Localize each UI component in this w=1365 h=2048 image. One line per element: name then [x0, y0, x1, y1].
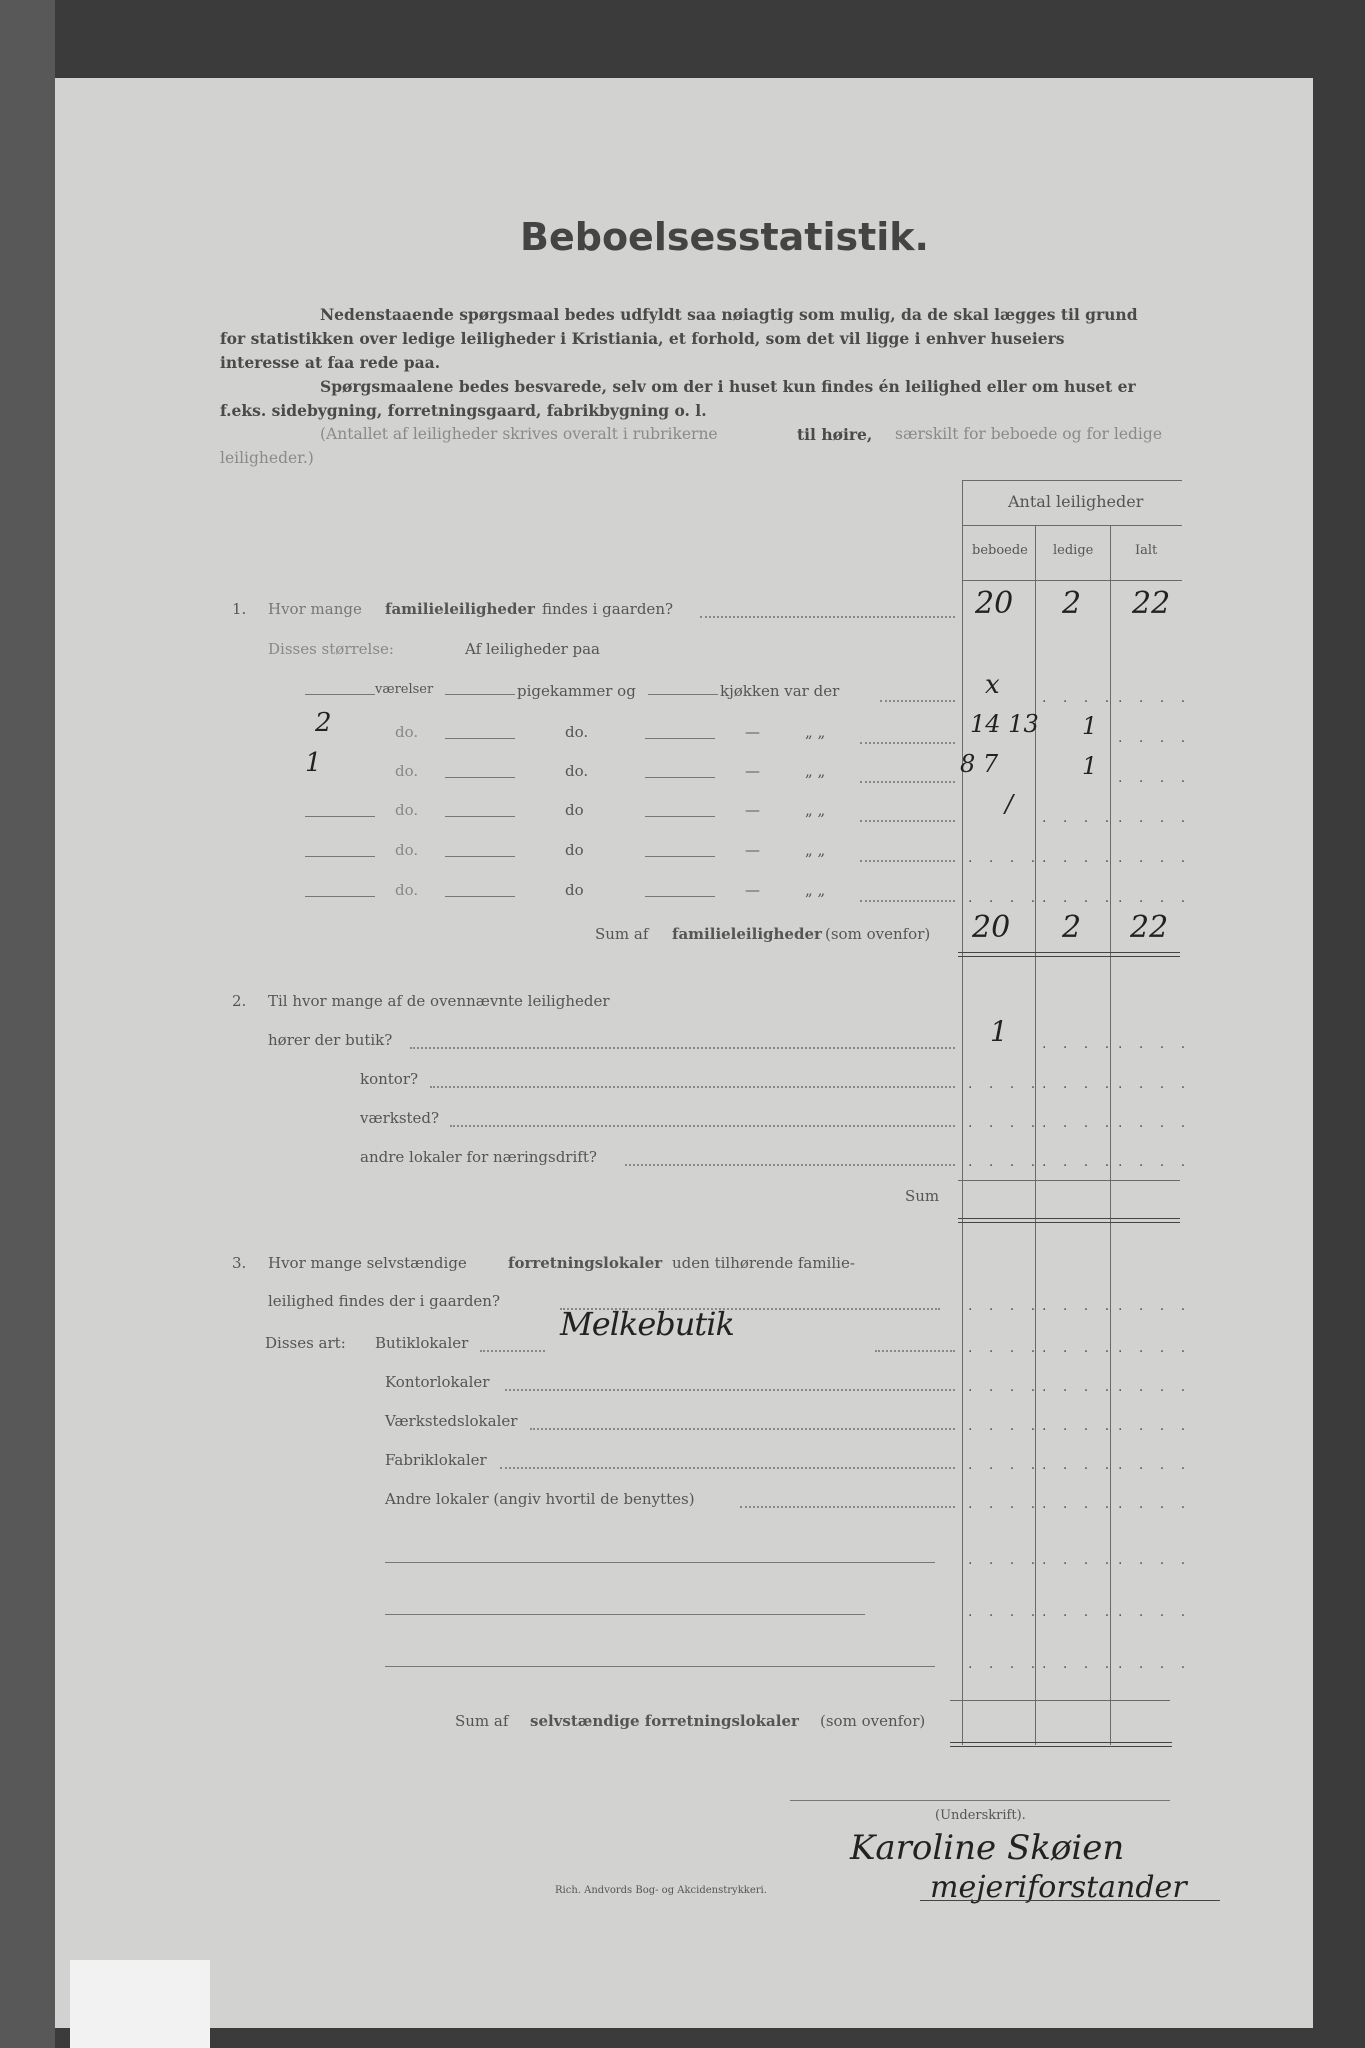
r5-blank-1: [445, 896, 515, 897]
q2-kontor-label: kontor?: [360, 1070, 419, 1088]
r4-ialt-dots: . . . .: [1118, 850, 1192, 866]
q2-andre-dots: [625, 1164, 955, 1166]
q3-ledige-dots: . . . .: [1042, 1298, 1116, 1314]
q3-number: 3.: [232, 1254, 247, 1272]
r3-quote: „ „: [805, 801, 826, 819]
q2-butik-label: hører der butik?: [268, 1031, 393, 1049]
q2-text: Til hvor mange af de ovennævnte leiligheder: [268, 992, 610, 1010]
q3-vaerksted-label: Værkstedslokaler: [385, 1412, 518, 1430]
r2-beboede-value: 8 7: [960, 750, 999, 778]
q2-vaerksted-ialt-dots: . . . .: [1118, 1115, 1192, 1131]
q2-kontor-ledige-dots: . . . .: [1042, 1076, 1116, 1092]
table-header-bottom: [962, 580, 1182, 581]
table-header-group: Antal leiligheder: [1008, 492, 1144, 511]
r5-dots: [860, 900, 955, 902]
q3-andre-label: Andre lokaler (angiv hvortil de benyttes): [385, 1490, 695, 1508]
q3-vaerksted-ialt-dots: . . . .: [1118, 1418, 1192, 1434]
r5-ledige-dots: . . . .: [1042, 890, 1116, 906]
q3-vaerksted-ledige-dots: . . . .: [1042, 1418, 1116, 1434]
r4-rooms-blank: [305, 856, 375, 857]
q3-butik-ledige-dots: . . . .: [1042, 1340, 1116, 1356]
r2-rooms-value: 1: [305, 748, 322, 778]
r3-do-1: do.: [395, 801, 419, 819]
q1-sum-c: (som ovenfor): [825, 925, 931, 943]
row-kjokken-label: kjøkken var der: [720, 682, 840, 700]
q1-text-b: familieleiligheder: [385, 600, 535, 618]
q2-vaerksted-beboede-dots: . . . .: [968, 1115, 1042, 1131]
page-title: Beboelsesstatistik.: [520, 215, 929, 259]
r1-rooms-value: 2: [315, 708, 332, 738]
q3-b3-ialt-dots: . . . .: [1118, 1656, 1192, 1672]
q3-b3-ledige-dots: . . . .: [1042, 1656, 1116, 1672]
intro-line-3: interesse at faa rede paa.: [220, 353, 441, 372]
r5-dash: —: [745, 881, 760, 899]
r0-ialt-dots: . . . .: [1118, 690, 1192, 706]
kjokken-blank: [648, 694, 718, 695]
signature-underline: [920, 1900, 1220, 1901]
r4-dash: —: [745, 841, 760, 859]
q3-butik-label: Butiklokaler: [375, 1334, 469, 1352]
r5-blank-2: [645, 896, 715, 897]
col-header-ledige: ledige: [1053, 543, 1094, 558]
q3-fabrik-dots: [500, 1467, 955, 1469]
intro-line-6b: til høire,: [797, 425, 873, 444]
q3-andre-beboede-dots: . . . .: [968, 1496, 1042, 1512]
q3-butik-value: Melkebutik: [560, 1305, 734, 1343]
q1-sum-underline: [958, 952, 1180, 957]
q2-sum-underline: [958, 1218, 1180, 1223]
r3-ialt-dots: . . . .: [1118, 810, 1192, 826]
q3-b2-beboede-dots: . . . .: [968, 1604, 1042, 1620]
vaerelser-blank: [305, 694, 375, 695]
q2-kontor-dots: [430, 1086, 955, 1088]
r1-do-2: do.: [565, 723, 589, 741]
r2-ialt-dots: . . . .: [1118, 770, 1192, 786]
r5-do-1: do.: [395, 881, 419, 899]
q2-kontor-beboede-dots: . . . .: [968, 1076, 1042, 1092]
r1-beboede-value: 14 13: [970, 710, 1039, 738]
sum-ialt-value: 22: [1130, 910, 1169, 945]
q3-fabrik-ledige-dots: . . . .: [1042, 1457, 1116, 1473]
r3-blank-2: [645, 816, 715, 817]
q3-butik-dots-b: [875, 1350, 955, 1352]
q3-b1-beboede-dots: . . . .: [968, 1552, 1042, 1568]
intro-line-5: f.eks. sidebygning, forretningsgaard, fabrikbygning o. l.: [220, 401, 707, 420]
q3-text-d: leilighed findes der i gaarden?: [268, 1292, 501, 1310]
q3-b3-beboede-dots: . . . .: [968, 1656, 1042, 1672]
q2-andre-ledige-dots: . . . .: [1042, 1154, 1116, 1170]
scan-edge: [0, 0, 55, 2048]
col-header-beboede: beboede: [972, 543, 1028, 558]
q3-text-c: uden tilhørende familie-: [672, 1254, 855, 1272]
q2-vaerksted-ledige-dots: . . . .: [1042, 1115, 1116, 1131]
q3-ialt-dots: . . . .: [1118, 1298, 1192, 1314]
q2-butik-value: 1: [990, 1015, 1008, 1048]
r4-ledige-dots: . . . .: [1042, 850, 1116, 866]
intro-line-4: Spørgsmaalene bedes besvarede, selv om der i huset kun findes én leilighed eller om huset er: [320, 377, 1136, 396]
q3-b1-ledige-dots: . . . .: [1042, 1552, 1116, 1568]
q2-sum-label: Sum: [905, 1187, 940, 1205]
q1-sum-b: familieleiligheder: [672, 925, 822, 943]
q1-sizes-sub: Af leiligheder paa: [465, 640, 600, 658]
q3-blank-line-3: [385, 1666, 935, 1667]
q3-kontor-ledige-dots: . . . .: [1042, 1379, 1116, 1395]
q2-vaerksted-label: værksted?: [360, 1109, 440, 1127]
q3-blank-line-2: [385, 1614, 865, 1615]
q2-vaerksted-dots: [450, 1125, 955, 1127]
r2-dash: —: [745, 762, 760, 780]
q3-beboede-dots: . . . .: [968, 1298, 1042, 1314]
r2-ledige-value: 1: [1082, 752, 1098, 780]
r1-blank-1: [445, 738, 515, 739]
q1-text-a: Hvor mange: [268, 600, 362, 618]
r1-do-1: do.: [395, 723, 419, 741]
q3-kontor-beboede-dots: . . . .: [968, 1379, 1042, 1395]
r1-quote: „ „: [805, 723, 826, 741]
r1-ledige-value: 1: [1082, 712, 1098, 740]
r3-beboede-value: /: [1005, 790, 1014, 818]
q2-andre-ialt-dots: . . . .: [1118, 1154, 1192, 1170]
q3-sum-c: (som ovenfor): [820, 1712, 926, 1730]
intro-line-6a: (Antallet af leiligheder skrives overalt i rubrikerne: [320, 425, 718, 443]
q3-sum-a: Sum af: [455, 1712, 509, 1730]
r3-dash: —: [745, 801, 760, 819]
r4-beboede-dots: . . . .: [968, 850, 1042, 866]
r2-blank-2: [645, 777, 715, 778]
r3-blank-1: [445, 816, 515, 817]
q3-andre-ledige-dots: . . . .: [1042, 1496, 1116, 1512]
header-row-dots: [880, 700, 955, 702]
r1-blank-2: [645, 738, 715, 739]
r2-blank-1: [445, 777, 515, 778]
row-vaerelser-label: værelser: [375, 682, 434, 697]
q1-ialt-value: 22: [1132, 586, 1171, 621]
sum-beboede-value: 20: [972, 910, 1011, 945]
q3-sum-b: selvstændige forretningslokaler: [530, 1712, 799, 1730]
q3-butik-beboede-dots: . . . .: [968, 1340, 1042, 1356]
col-header-ialt: Ialt: [1135, 543, 1158, 558]
q3-kontor-dots: [505, 1389, 955, 1391]
q2-sum-topline: [958, 1180, 1180, 1181]
q1-number: 1.: [232, 600, 247, 618]
r4-quote: „ „: [805, 841, 826, 859]
row-pigekammer-label: pigekammer og: [517, 682, 636, 700]
r3-dots: [860, 820, 955, 822]
q3-fabrik-ialt-dots: . . . .: [1118, 1457, 1192, 1473]
r5-ialt-dots: . . . .: [1118, 890, 1192, 906]
r4-blank-2: [645, 856, 715, 857]
r2-do-1: do.: [395, 762, 419, 780]
q2-andre-label: andre lokaler for næringsdrift?: [360, 1148, 597, 1166]
q3-fabrik-beboede-dots: . . . .: [968, 1457, 1042, 1473]
r4-do-1: do.: [395, 841, 419, 859]
r5-do-2: do: [565, 881, 584, 899]
r5-quote: „ „: [805, 881, 826, 899]
q3-b2-ialt-dots: . . . .: [1118, 1604, 1192, 1620]
signature-line: [790, 1800, 1170, 1801]
r3-ledige-dots: . . . .: [1042, 810, 1116, 826]
q3-b2-ledige-dots: . . . .: [1042, 1604, 1116, 1620]
q3-text-b: forretningslokaler: [508, 1254, 663, 1272]
q1-leader-dots: [700, 616, 955, 618]
q3-andre-ialt-dots: . . . .: [1118, 1496, 1192, 1512]
intro-line-2: for statistikken over ledige leiligheder i Kristiania, et forhold, som det vil ligge i enhver huseiers: [220, 329, 1065, 348]
q3-butik-ialt-dots: . . . .: [1118, 1340, 1192, 1356]
q3-b1-ialt-dots: . . . .: [1118, 1552, 1192, 1568]
sum-ledige-value: 2: [1062, 910, 1082, 945]
r5-beboede-dots: . . . .: [968, 890, 1042, 906]
q3-blank-line-1: [385, 1562, 935, 1563]
q3-vaerksted-beboede-dots: . . . .: [968, 1418, 1042, 1434]
q3-butik-dots-a: [480, 1350, 545, 1352]
q3-vaerksted-dots: [530, 1428, 955, 1430]
scan-glare: [70, 1960, 210, 2048]
q3-fabrik-label: Fabriklokaler: [385, 1451, 487, 1469]
r1-dots: [860, 742, 955, 744]
pigekammer-blank: [445, 694, 515, 695]
q2-butik-dots: [410, 1047, 955, 1049]
r1-ialt-dots: . . . .: [1118, 730, 1192, 746]
underskrift-label: (Underskrift).: [935, 1808, 1026, 1823]
q3-sum-topline: [950, 1700, 1170, 1701]
q2-butik-ialt-dots: . . . .: [1118, 1036, 1192, 1052]
r0-beboede-value: x: [985, 670, 1000, 700]
q1-ledige-value: 2: [1062, 586, 1082, 621]
q1-sum-a: Sum af: [595, 925, 649, 943]
r4-dots: [860, 860, 955, 862]
q2-kontor-ialt-dots: . . . .: [1118, 1076, 1192, 1092]
q2-butik-ledige-dots: . . . .: [1042, 1036, 1116, 1052]
r2-quote: „ „: [805, 762, 826, 780]
r5-rooms-blank: [305, 896, 375, 897]
signature-title: mejeriforstander: [930, 1870, 1187, 1905]
q1-text-c: findes i gaarden?: [542, 600, 674, 618]
r1-dash: —: [745, 723, 760, 741]
r4-do-2: do: [565, 841, 584, 859]
q1-beboede-value: 20: [975, 586, 1014, 621]
q1-sizes-label: Disses størrelse:: [268, 640, 394, 658]
q3-art-label: Disses art:: [265, 1334, 346, 1352]
q3-kontor-label: Kontorlokaler: [385, 1373, 490, 1391]
q3-text-a: Hvor mange selvstændige: [268, 1254, 467, 1272]
signature-name: Karoline Skøien: [850, 1828, 1125, 1868]
intro-line-1: Nedenstaaende spørgsmaal bedes udfyldt saa nøiagtig som mulig, da de skal lægges til grund: [320, 305, 1138, 324]
q3-andre-dots: [740, 1506, 955, 1508]
table-left-border: [962, 480, 963, 1745]
q3-sum-underline: [950, 1742, 1172, 1747]
r2-do-2: do.: [565, 762, 589, 780]
r3-do-2: do: [565, 801, 584, 819]
q2-number: 2.: [232, 992, 247, 1010]
table-top-border: [962, 480, 1182, 481]
r4-blank-1: [445, 856, 515, 857]
r2-dots: [860, 781, 955, 783]
intro-line-6c: særskilt for beboede og for ledige: [895, 425, 1162, 443]
r3-rooms-blank: [305, 816, 375, 817]
intro-line-7: leiligheder.): [220, 449, 314, 467]
q2-andre-beboede-dots: . . . .: [968, 1154, 1042, 1170]
r0-ledige-dots: . . . .: [1042, 690, 1116, 706]
q3-kontor-ialt-dots: . . . .: [1118, 1379, 1192, 1395]
printer-credit: Rich. Andvords Bog- og Akcidenstrykkeri.: [555, 1885, 767, 1896]
table-header-divider: [962, 525, 1182, 526]
